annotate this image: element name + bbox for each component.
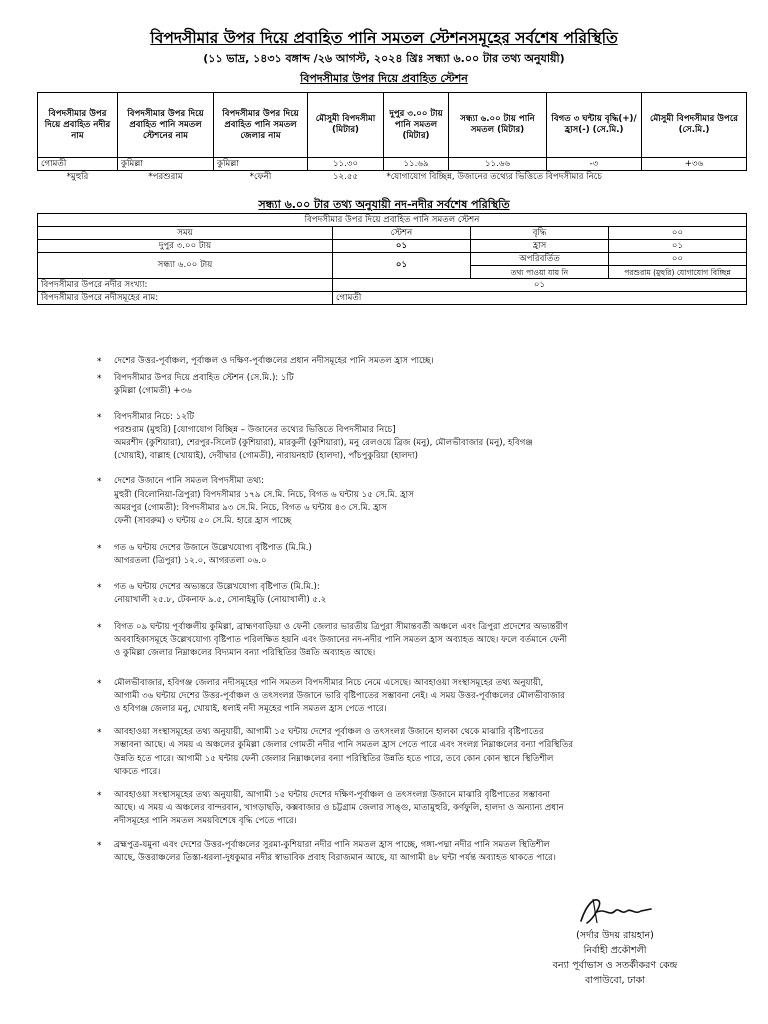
note-line: সম্ভাবনা আছে। এ সময় এ অঞ্চলের কুমিল্লা জেলার গোমতী নদীর পানি সমতল হ্রাস পেতে পারে এবং সংলগ্ন নিম্নাঞ্চলের বন্যা পরিস্থিতির — [114, 740, 574, 751]
bullet-marker: * — [97, 791, 102, 802]
note-line: থাকতে পারে। — [114, 766, 161, 777]
note-station: *পরশুরাম — [148, 171, 183, 182]
note-district: *ফেনী — [249, 171, 272, 182]
note-line: উন্নতি হতে পারে। আগামী ১৫ ঘন্টায় ফেনী জেলার নিম্নাঞ্চলের বন্যা পরিস্থিতির উন্নতি হতে পারে, তবে কোন কোন স্থানে স্থিতিশীল — [114, 753, 554, 764]
unchanged-label: অপরিবর্তিত — [471, 253, 609, 266]
bullet-marker: * — [97, 477, 102, 488]
page-subtitle: (১১ ভাদ্র, ১৪৩১ বঙ্গাব্দ /২৬ আগস্ট, ২০২৪ খ্রিঃ সন্ধ্যা ৬.০০ টার তথ্য অনুযায়ী) — [203, 52, 565, 65]
na-label: তথ্য পাওয়া যায় নি — [471, 266, 609, 279]
note-line: আগামী ৩৬ ঘন্টায় দেশের উত্তর-পূর্বাঞ্চল ও তৎসংলগ্ন উজানে ভারি বৃষ্টিপাতের সম্ভাবনা নেই। এ সময় উত্তর-পূর্বাঞ্চলের মৌলভীবাজার — [114, 690, 565, 701]
note-item — [97, 621, 714, 661]
cell-district: কুমিল্লা — [214, 158, 308, 171]
table-row — [38, 279, 747, 292]
bullet-marker: * — [97, 840, 102, 851]
note-river: *মুহুরি — [66, 171, 89, 182]
note-line: ও হবিগঞ্জ জেলার মনু, খোয়াই, ধলাই নদী সমূহের পানি সমতল হ্রাস পেতে পারে। — [114, 704, 387, 715]
bullet-marker: * — [97, 374, 102, 385]
note-line: ফেনী (সাবরুম) ৩ ঘন্টায় ৫০ সে.মি. হারে হ্রাস পাচ্ছে — [114, 516, 292, 527]
signature-image — [575, 893, 655, 927]
table-row — [38, 292, 747, 305]
th-danger-level: মৌসুমী বিপদসীমা (মিটার) — [308, 93, 384, 158]
note-item — [97, 789, 714, 829]
col-time: সময় — [38, 227, 333, 240]
note-danger-level: ১২.৫৫ — [332, 171, 359, 182]
signatory-name: (সর্দার উদয় রায়হান) — [576, 930, 654, 941]
note-line: দেশের উজানে পানি সমতল বিপদসীমা তথ্য: — [114, 476, 264, 487]
note-line: নোয়াখালী ২৫.৮, টেকনাফ ৯.৫, সোনাইমুড়ি (নোয়াখালী) ৫.২ — [114, 594, 327, 605]
th-evening-level: সন্ধ্যা ৬.০০ টায় পানি সমতল (মিটার) — [449, 93, 547, 158]
th-district: বিপদসীমার উপর দিয়ে প্রবাহিত পানি সমতল জেলার নাম — [214, 93, 308, 158]
notes-list — [97, 345, 714, 865]
note-item — [97, 372, 714, 398]
th-above-danger: মৌসুমী বিপদসীমার উপরে (সে.মি.) — [642, 93, 747, 158]
note-text: *যোগাযোগ বিচ্ছিন্ন, উজানের তথ্যের ভিত্তিতে বিপদসীমার নিচে — [386, 171, 602, 182]
signatory-center: বন্যা পূর্বাভাস ও সতর্কীকরণ কেন্দ্র — [552, 960, 678, 971]
note-item — [97, 542, 714, 568]
note-line: আবহাওয়া সংস্থাসমূহের তথ্য অনুযায়ী, আগামী ১৫ ঘন্টায় দেশের পূর্বাঞ্চল ও তৎসংলগ্ন উজানে হালকা থেকে মাঝারি বৃষ্টিপাতের — [114, 727, 544, 738]
table-row — [38, 240, 747, 253]
river-names-label: বিপদসীমার উপরে নদীসমূহের নাম: — [38, 292, 333, 305]
bullet-marker: * — [97, 357, 102, 367]
note-line: ব্রহ্মপুত্র-যমুনা এবং দেশের উত্তর-পূর্বাঞ্চলের সুরমা-কুশিয়ারা নদীর পানি সমতল হ্রাস পাচ্ছে, গঙ্গা-পদ্মা নদীর পানি সমতল স্থিতিশীল — [114, 839, 550, 850]
table-row — [38, 158, 747, 171]
noon-label: দুপুর ৩.০০ টায় — [38, 240, 333, 253]
th-river: বিপদসীমার উপর দিয়ে প্রবাহিত নদীর নাম — [38, 93, 118, 158]
section-title-summary: সন্ধ্যা ৬.০০ টার তথ্য অনুযায়ী নদ-নদীর সর্বশেষ পরিস্থিতি — [258, 198, 510, 211]
note-line: বিপদসীমার উপর দিয়ে প্রবাহিত স্টেশন (সে.মি.): ১টি — [114, 373, 294, 384]
note-item — [97, 839, 714, 865]
note-item — [97, 581, 714, 607]
th-station: বিপদসীমার উপর দিয়ে প্রবাহিত পানি সমতল স্টেশনের নাম — [118, 93, 214, 158]
rise-label: বৃদ্ধি — [471, 227, 609, 240]
bullet-marker: * — [97, 678, 102, 689]
cell-station: কুমিল্লা — [118, 158, 214, 171]
note-line: গত ৬ ঘন্টায় দেশের উজানে উল্লেখযোগ্য বৃষ্টিপাত (মি.মি.) — [114, 543, 312, 554]
unchanged-value: ০০ — [609, 253, 747, 266]
note-line: আছে, উত্তরাঞ্চলের তিস্তা-ধরলা-দুধকুমার নদীর স্বাভাবিক প্রবাহ বিরাজমান আছে, যা আগামী ৪৮ ঘন্টা পর্যন্ত অব্যাহত থাকতে পারে। — [114, 852, 556, 863]
table-note-row — [38, 171, 747, 184]
cell-change: -৩ — [547, 158, 642, 171]
stations-table-header — [38, 93, 747, 158]
table-row — [38, 214, 747, 227]
evening-label: সন্ধ্যা ৬.০০ টায় — [38, 253, 333, 279]
summary-table — [37, 213, 747, 305]
cell-evening-level: ১১.৬৬ — [449, 158, 547, 171]
fall-value: ০১ — [609, 240, 747, 253]
bullet-marker: * — [97, 728, 102, 739]
cell-river: গোমতী — [38, 158, 118, 171]
note-line: বিপদসীমার নিচে: ১২টি — [114, 411, 195, 422]
col-station: স্টেশন — [333, 227, 471, 240]
river-count-value: ০১ — [333, 279, 747, 292]
note-item — [97, 475, 714, 528]
note-line: ও কুমিল্লা জেলার নিম্নাঞ্চলের বিদ্যমান বন্যা পরিস্থিতির উন্নতি অব্যাহত আছে। — [114, 648, 376, 659]
evening-count: ০১ — [333, 253, 471, 279]
section-title-stations: বিপদসীমার উপর দিয়ে প্রবাহিত স্টেশন — [300, 72, 468, 85]
rise-value: ০০ — [609, 227, 747, 240]
note-line: (খোয়াই), বাল্লাহ (খোয়াই), দেবীদ্বার (গোমতী), নারায়নহাট (হালদা), পাঁচপুকুরিয়া (হালদা) — [114, 451, 418, 462]
bullet-marker: * — [97, 623, 102, 634]
na-value: পরশুরাম (মুহুরি) যোগাযোগ বিচ্ছিন্ন — [609, 266, 747, 279]
note-line: বিগত ০৯ ঘন্টায় পূর্বাঞ্চলীয় কুমিল্লা, ব্রাহ্মণবাড়িয়া ও ফেনী জেলার ভারতীয় ত্রিপুরা সীমান্তবর্তী অঞ্চলে এবং ত্রিপুরা প্রদেশের অভ্যন্তরীণ — [114, 622, 568, 633]
signatory-designation: নির্বাহী প্রকৌশলী — [583, 945, 647, 956]
note-line: মৌলভীবাজার, হবিগঞ্জ জেলার নদীসমূহের পানি সমতল বিপদসীমার নিচে নেমে এসেছে। আবহাওয়া সংস্থাসমূহের তথ্য অনুযায়ী, — [114, 677, 544, 688]
note-item — [97, 677, 714, 717]
cell-noon-level: ১১.৬৯ — [384, 158, 449, 171]
bullet-marker: * — [97, 412, 102, 423]
note-line: আগরতলা (ত্রিপুরা) ১২.০, আগরতলা ০৬.০ — [114, 556, 267, 567]
river-count-label: বিপদসীমার উপরে নদীর সংখ্যা: — [38, 279, 333, 292]
note-line: অমরপুর (গোমতী): বিপদসীমার ৯৩ সে.মি. নিচে, বিগত ৬ ঘন্টায় ৪৩ সে.মি. হ্রাস — [114, 502, 387, 513]
note-line: কুমিল্লা (গোমতী) +৩৬ — [114, 386, 192, 397]
note-line: মুহুরী (বিলোনিয়া-ত্রিপুরা) বিপদসীমার ১৭৯ সে.মি. নিচে, বিগত ৬ ঘন্টায় ১৫ সে.মি. হ্রাস — [114, 489, 414, 500]
note-line: পরশুরাম (মুহুরি) [যোগাযোগ বিচ্ছিন্ন – উজানের তথ্যের ভিত্তিতে বিপদসীমার নিচে] — [114, 424, 396, 435]
note-line: গত ৬ ঘন্টায় দেশের অভ্যন্তরে উল্লেখযোগ্য বৃষ্টিপাত (মি.মি.): — [114, 581, 320, 592]
cell-danger-level: ১১.৩০ — [308, 158, 384, 171]
note-line: অমরশীদ (কুশিয়ারা), শেরপুর-সিলেট (কুশিয়ারা), মারকুলী (কুশিয়ারা), মনু রেলওয়ে ব্রিজ (মনু), মৌলভীবাজার (মনু), হবিগঞ্জ — [114, 438, 533, 449]
table-row — [38, 253, 747, 266]
note-line: নদীসমূহের পানি সমতল সময়বিশেষে বৃদ্ধি পেতে পারে। — [114, 816, 297, 827]
note-item — [97, 355, 714, 368]
river-names-value: গোমতী — [333, 292, 747, 305]
page-title: বিপদসীমার উপর দিয়ে প্রবাহিত পানি সমতল স্টেশনসমূহের সর্বশেষ পরিস্থিতি — [150, 29, 618, 47]
fall-label: হ্রাস — [471, 240, 609, 253]
cell-above-danger: +৩৬ — [642, 158, 747, 171]
th-change: বিগত ৩ ঘন্টায় বৃদ্ধি(+)/হ্রাস(-) (সে.মি.) — [547, 93, 642, 158]
bullet-marker: * — [97, 582, 102, 593]
signatory-office: বাপাউবো, ঢাকা — [584, 975, 646, 986]
noon-count: ০১ — [333, 240, 471, 253]
th-noon-level: দুপুর ৩.০০ টায় পানি সমতল (মিটার) — [384, 93, 449, 158]
note-item — [97, 411, 714, 464]
note-line: আবহাওয়া সংস্থাসমূহের তথ্য অনুযায়ী, আগামী ১৫ ঘন্টায় দেশের দক্ষিণ-পূর্বাঞ্চল ও তৎসংলগ্ন উজানে মাঝারি বৃষ্টিপাতের সম্ভাবনা — [114, 790, 551, 801]
summary-caption: বিপদসীমার উপর দিয়ে প্রবাহিত পানি সমতল স্টেশন — [38, 214, 747, 227]
note-line: আছে। এ সময় এ অঞ্চলের বান্দরবান, খাগড়াছড়ি, কক্সবাজার ও চট্টগ্রাম জেলার সাঙ্গু, মাতামুহুরি, কর্ণফুলি, হালদা ও অন্যান্য প্রধান — [114, 803, 564, 814]
note-item — [97, 726, 714, 779]
note-line: অববাহিকাসমূহে উল্লেখযোগ্য বৃষ্টিপাত পরিলক্ষিত হয়নি এবং উজানের নদ-নদীর পানি সমতল হ্রাস অব্যাহত আছে। ফলে বর্তমানে ফেনী — [114, 635, 568, 646]
signature-block — [520, 928, 710, 988]
stations-table — [37, 92, 747, 184]
bullet-marker: * — [97, 544, 102, 555]
note-line: দেশের উত্তর-পূর্বাঞ্চল, পূর্বাঞ্চল ও দক্ষিণ-পূর্বাঞ্চলের প্রধান নদীসমূহের পানি সমতল হ্রাস পাচ্ছে। — [114, 356, 434, 366]
table-row — [38, 227, 747, 240]
